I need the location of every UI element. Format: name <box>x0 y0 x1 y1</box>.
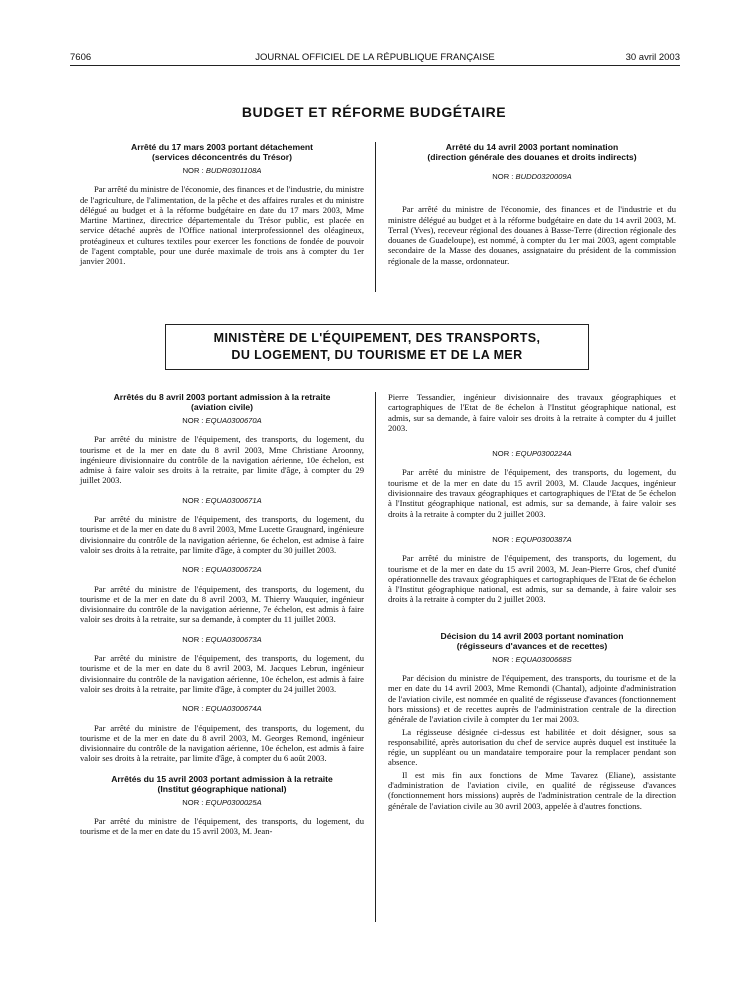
section-title-budget: BUDGET ET RÉFORME BUDGÉTAIRE <box>241 104 507 120</box>
nor-reference: NOR : BUDD0320009A <box>492 172 572 181</box>
nor-reference: NOR : EQUP0300387A <box>492 534 572 544</box>
nor-reference: NOR : EQUP0300224A <box>492 449 572 459</box>
nor-reference: NOR : EQUA0300668S <box>492 654 572 664</box>
nor-reference: NOR : EQUA0300674A <box>182 704 262 714</box>
article-text: Par arrêté du ministre de l'économie, des finances et de l'industrie, du ministre de l'agriculture, de l'alimentation, de la pêche et des affaires rurales et du ministre délégué au budget et à la réforme budgétaire en date du 17 mars 2003, Mme Martine Martinez, directrice départementale du Trésor public, est placée en service détaché auprès de l'Office national interprofessionnel des oléagineux, protéagineux et cultures textiles pour exercer les fonctions de fondée de pouvoir de l'agent comptable, pour une durée maximale de trois ans à compter du 1er janvier 2001. <box>80 184 364 267</box>
article-text: Par arrêté du ministre de l'équipement, des transports, du logement, du tourisme et de la mer en date du 15 avril 2003, M. Claude Jacques, ingénieur divisionnaire des travaux géographiques et cartographiques de l'Etat de 5e échelon à l'Institut géographique national, est admis, sur sa demande, à faire valoir ses droits à la retraite à compter du 2 juillet 2003. <box>388 467 676 519</box>
article-title: Arrêtés du 15 avril 2003 portant admission à la retraite <box>111 773 333 784</box>
article-title: Arrêtés du 8 avril 2003 portant admission à la retraite <box>113 392 331 402</box>
page-number: 7606 <box>70 52 92 63</box>
nor-reference: NOR : EQUA0300673A <box>182 634 262 644</box>
article-text: Pierre Tessandier, ingénieur divisionnaire des travaux géographiques et cartographiques de l'Etat de 8e échelon à l'Institut géographique national, est admis, sur sa demande, à faire valoir ses droits à la retraite à compter du 4 juillet 2003. <box>388 392 676 433</box>
ministry-title-line2: DU LOGEMENT, DU TOURISME ET DE LA MER <box>231 348 523 362</box>
issue-date: 30 avril 2003 <box>625 52 680 63</box>
budget-right-column <box>388 142 676 276</box>
article-text: Par arrêté du ministre de l'équipement, des transports, du logement, du tourisme et de la mer en date du 15 avril 2003, M. Jean- <box>80 816 364 837</box>
article-title: Arrêté du 14 avril 2003 portant nomination <box>445 142 619 152</box>
article-text: Par arrêté du ministre de l'équipement, des transports, du logement, du tourisme et de la mer en date du 15 avril 2003, M. Jean-Pierre Gros, chef d'unité opérationnelle des travaux géographiques et cartographiques de l'Etat de 6e échelon à l'Institut géographique national, est admis, sur sa demande, à faire valoir ses droits à la retraite à compter du 2 juillet 2003. <box>388 553 676 605</box>
journal-title: JOURNAL OFFICIEL DE LA RÉPUBLIQUE FRANÇAISE <box>255 52 495 63</box>
article-text: Par décision du ministre de l'équipement, des transports, du tourisme et de la mer en date du 14 avril 2003, Mme Remondi (Chantal), adjointe d'administration de l'aviation civile, est nommée en qualité de régisseuse d'avances (fonctionnement hors missions) et de recettes auprès de l'administration centrale de la direction générale de l'aviation civile à compter du 1er mai 2003. <box>388 673 676 725</box>
column-divider <box>375 392 376 922</box>
article-text: Par arrêté du ministre de l'équipement, des transports, du logement, du tourisme et de la mer en date du 8 avril 2003, Mme Lucette Graugnard, ingénieure divisionnaire du contrôle de la navigation aérienne, 6e échelon, est admise à faire valoir ses droits à la retraite, par limite d'âge, à compter du 30 juillet 2003. <box>80 514 364 555</box>
nor-reference: NOR : EQUA0300670A <box>182 416 262 425</box>
article-text: La régisseuse désignée ci-dessus est habilitée et doit désigner, sous sa responsabilité, après autorisation du chef de service auprès duquel est instituée la régie, un suppléant ou un mandataire temporaire pour la remplacer pendant son absence. <box>388 726 676 768</box>
budget-left-column <box>80 142 364 277</box>
article-subtitle: (services déconcentrés du Trésor) <box>152 152 292 162</box>
article-subtitle: (Institut géographique national) <box>157 783 287 794</box>
column-divider <box>375 142 376 292</box>
article-title: Décision du 14 avril 2003 portant nomination <box>440 630 624 641</box>
nor-reference: NOR : BUDR0301108A <box>182 166 262 175</box>
header-rule <box>70 65 680 66</box>
article-subtitle: (direction générale des douanes et droits indirects) <box>427 152 637 162</box>
article-text: Par arrêté du ministre de l'équipement, des transports, du logement, du tourisme et de la mer en date du 8 avril 2003, Mme Christiane Aroonny, ingénieure divisionnaire du contrôle de la navigation aérienne, 10e échelon, est admise à faire valoir ses droits à la retraite, par limite d'âge, à compter du 29 juillet 2003. <box>80 434 364 486</box>
article-text: Par arrêté du ministre de l'équipement, des transports, du logement, du tourisme et de la mer en date du 8 avril 2003, M. Jacques Lebrun, ingénieur divisionnaire du contrôle de la navigation aérienne, 10e échelon, est admis à faire valoir ses droits à la retraite, par limite d'âge, à compter du 24 juillet 2003. <box>80 653 364 694</box>
nor-reference: NOR : EQUA0300671A <box>182 495 262 505</box>
article-text: Par arrêté du ministre de l'équipement, des transports, du logement, du tourisme et de la mer en date du 8 avril 2003, M. Thierry Wauquier, ingénieur divisionnaire du contrôle de la navigation aérienne, 7e échelon, est admis à faire valoir ses droits à la retraite, sur sa demande, à compter du 11 juillet 2003. <box>80 583 364 625</box>
ministry-title-line1: MINISTÈRE DE L'ÉQUIPEMENT, DES TRANSPORTS, <box>213 331 541 345</box>
article-subtitle: (aviation civile) <box>190 402 254 412</box>
article-title: Arrêté du 17 mars 2003 portant détachement <box>131 142 313 152</box>
article-text: Il est mis fin aux fonctions de Mme Tavarez (Eliane), assistante d'administration de l'aviation civile, en qualité de régisseuse d'avances (fonctionnement hors missions) auprès de l'administration centrale de la direction générale de l'aviation civile au 30 avril 2003, appelée à d'autres fonctions. <box>388 769 676 811</box>
nor-reference: NOR : EQUP0300025A <box>182 797 262 807</box>
ministry-title-box <box>165 324 589 370</box>
ministry-left-column <box>80 392 364 837</box>
article-text: Par arrêté du ministre de l'économie, des finances et de l'industrie et du ministre délégué au budget et à la réforme budgétaire en date du 14 avril 2003, M. Terral (Yves), receveur régional des douanes à Basse-Terre (direction régionale des douanes de Guadeloupe), est nommé, à compter du 1er mai 2003, agent comptable secondaire de la Masse des douanes, assignataire du président de la commission régionale de la masse, ordonnateur. <box>388 204 676 266</box>
article-subtitle: (régisseurs d'avances et de recettes) <box>456 640 608 651</box>
nor-reference: NOR : EQUA0300672A <box>182 565 262 575</box>
page-header <box>70 52 680 64</box>
article-text: Par arrêté du ministre de l'équipement, des transports, du logement, du tourisme et de la mer en date du 8 avril 2003, M. Georges Remond, ingénieur divisionnaire du contrôle de la navigation aérienne, 10e échelon, est admis à faire valoir ses droits à la retraite, par limite d'âge, à compter du 6 août 2003. <box>80 722 364 764</box>
ministry-right-column <box>388 392 676 811</box>
